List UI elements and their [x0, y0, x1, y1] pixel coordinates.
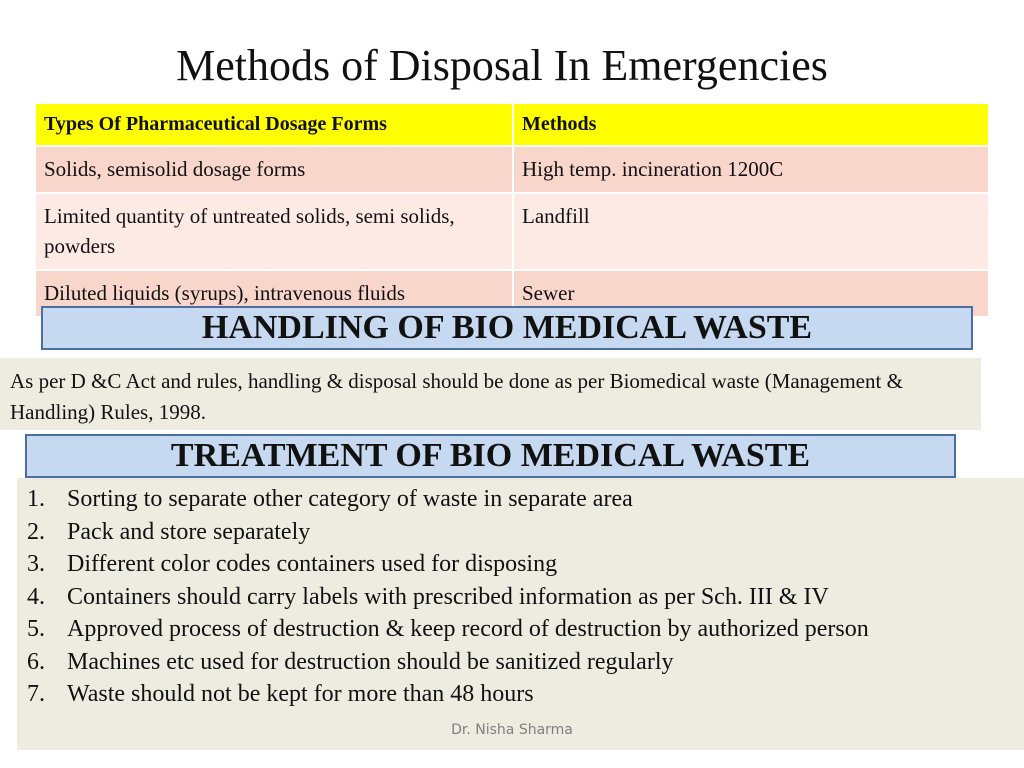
list-item — [27, 548, 1024, 581]
list-item-text: Containers should carry labels with prescribed information as per Sch. III & IV — [67, 583, 829, 610]
list-item-text: Machines etc used for destruction should be sanitized regularly — [67, 648, 674, 675]
list-item-number: 2. — [27, 518, 45, 545]
column-header-methods: Methods — [514, 104, 988, 145]
slide-title: Methods of Disposal In Emergencies — [176, 41, 828, 90]
list-item — [27, 483, 1024, 516]
method-cell: High temp. incineration 1200C — [514, 147, 988, 192]
treatment-heading: TREATMENT OF BIO MEDICAL WASTE — [25, 434, 956, 478]
list-item-number: 3. — [27, 551, 45, 577]
list-item-number: 7. — [27, 681, 45, 707]
list-item — [27, 678, 1024, 711]
column-header-dosage-forms: Types Of Pharmaceutical Dosage Forms — [36, 104, 512, 145]
list-item-text: Pack and store separately — [67, 518, 311, 545]
method-cell: Sewer — [514, 271, 988, 316]
list-item — [27, 581, 1024, 614]
list-item-number: 6. — [27, 648, 45, 675]
table-row — [36, 147, 988, 192]
table-header-row — [36, 104, 988, 145]
list-item-text: Sorting to separate other category of waste in separate area — [67, 486, 633, 512]
list-item-text: Approved process of destruction & keep record of destruction by authorized person — [67, 616, 869, 642]
dosage-form-cell: Limited quantity of untreated solids, semi solids, powders — [36, 194, 512, 269]
list-item-number: 5. — [27, 616, 45, 642]
footer-author: Dr. Nisha Sharma — [451, 722, 573, 738]
treatment-steps-box — [17, 478, 1024, 750]
list-item — [27, 516, 1024, 549]
list-item — [27, 613, 1024, 646]
dosage-form-cell: Diluted liquids (syrups), intravenous fluids — [36, 271, 512, 316]
list-item-number: 4. — [27, 583, 45, 610]
list-item-text: Different color codes containers used for disposing — [67, 551, 558, 577]
treatment-steps-list — [27, 483, 1024, 711]
handling-heading: HANDLING OF BIO MEDICAL WASTE — [41, 306, 973, 350]
dosage-form-cell: Solids, semisolid dosage forms — [36, 147, 512, 192]
disposal-methods-table — [34, 102, 990, 318]
list-item-number: 1. — [27, 486, 45, 512]
list-item-text: Waste should not be kept for more than 48 hours — [67, 681, 534, 707]
method-cell: Landfill — [514, 194, 988, 269]
list-item — [27, 646, 1024, 679]
handling-note: As per D &C Act and rules, handling & disposal should be done as per Biomedical waste (Management & Handling) Rules, 1998. — [0, 358, 981, 430]
table-row — [36, 194, 988, 269]
